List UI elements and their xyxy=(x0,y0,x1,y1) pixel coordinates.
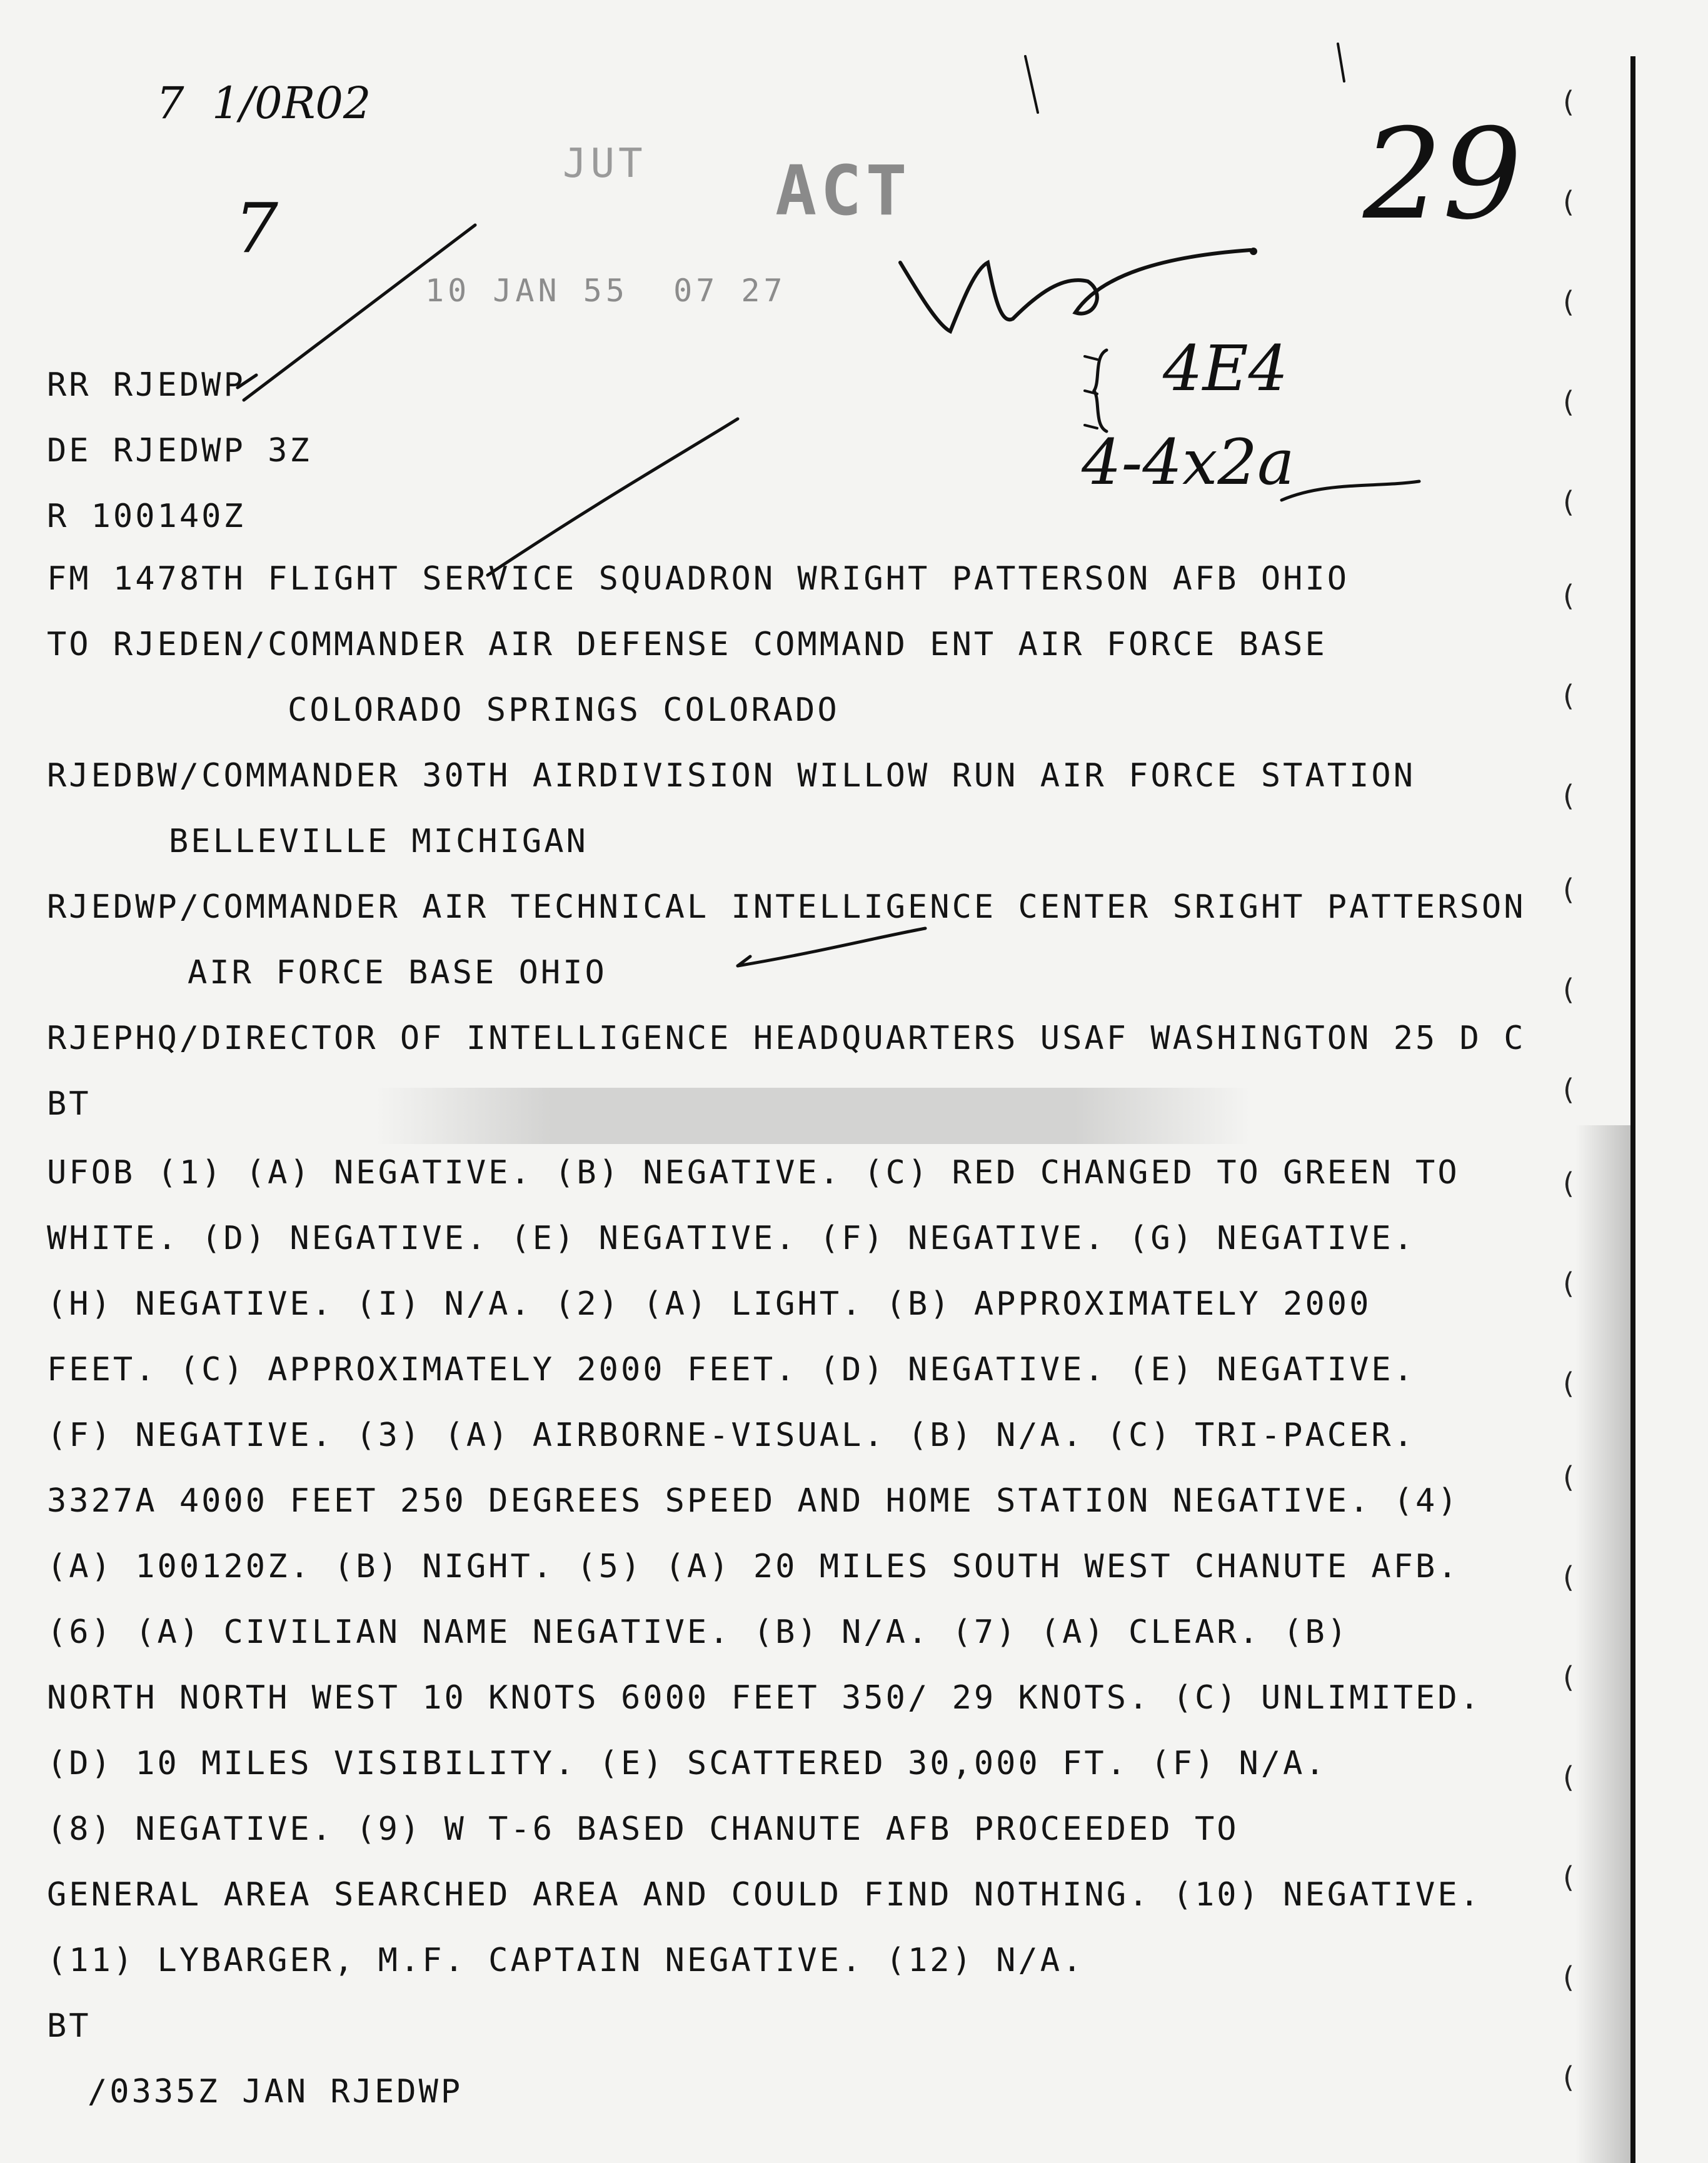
perforation-mark: ( xyxy=(1563,873,1574,906)
perforation-mark: ( xyxy=(1563,1367,1574,1400)
handwritten-ref-bottom: 4-4x2a xyxy=(1082,426,1295,499)
perforation-mark: ( xyxy=(1563,1860,1574,1894)
perforation-mark: ( xyxy=(1563,1073,1574,1107)
info-addressee-cont: AIR FORCE BASE OHIO xyxy=(188,954,607,991)
body-line: (H) NEGATIVE. (I) N/A. (2) (A) LIGHT. (B) APPROXIMATELY 2000 xyxy=(47,1285,1372,1323)
body-line: (11) LYBARGER, M.F. CAPTAIN NEGATIVE. (12) N/A. xyxy=(47,1942,1085,1979)
body-line: (F) NEGATIVE. (3) (A) AIRBORNE-VISUAL. (B) N/A. (C) TRI-PACER. xyxy=(47,1417,1416,1454)
perforation-mark: ( xyxy=(1563,1960,1574,1994)
perforation-mark: ( xyxy=(1563,1660,1574,1694)
body-line: 3327A 4000 FEET 250 DEGREES SPEED AND HOME STATION NEGATIVE. (4) xyxy=(47,1482,1460,1520)
perforation-mark: ( xyxy=(1563,1460,1574,1494)
body-line: UFOB (1) (A) NEGATIVE. (B) NEGATIVE. (C) RED CHANGED TO GREEN TO xyxy=(47,1154,1460,1192)
info-addressee-line: RJEDBW/COMMANDER 30TH AIRDIVISION WILLOW RUN AIR FORCE STATION xyxy=(47,757,1416,795)
body-line: GENERAL AREA SEARCHED AREA AND COULD FIND NOTHING. (10) NEGATIVE. xyxy=(47,1876,1482,1914)
perforation-mark: ( xyxy=(1563,1267,1574,1300)
body-line: NORTH NORTH WEST 10 KNOTS 6000 FEET 350/ 29 KNOTS. (C) UNLIMITED. xyxy=(47,1679,1482,1717)
to-line-cont: COLORADO SPRINGS COLORADO xyxy=(288,691,840,729)
perforation-mark: ( xyxy=(1563,1760,1574,1794)
date-time-stamp: 10 JAN 55 07 27 xyxy=(425,273,786,309)
body-line: FEET. (C) APPROXIMATELY 2000 FEET. (D) NEGATIVE. (E) NEGATIVE. xyxy=(47,1351,1416,1388)
perforation-mark: ( xyxy=(1563,1560,1574,1594)
perforation-mark: ( xyxy=(1563,285,1574,319)
perforation-mark: ( xyxy=(1563,679,1574,713)
break-line: BT xyxy=(47,2007,91,2045)
body-line: (6) (A) CIVILIAN NAME NEGATIVE. (B) N/A. (7) (A) CLEAR. (B) xyxy=(47,1613,1350,1651)
body-line: (A) 100120Z. (B) NIGHT. (5) (A) 20 MILES SOUTH WEST CHANUTE AFB. xyxy=(47,1548,1460,1585)
perforation-mark: ( xyxy=(1563,485,1574,519)
handwritten-page-number: 29 xyxy=(1363,102,1522,248)
info-addressee-line: RJEPHQ/DIRECTOR OF INTELLIGENCE HEADQUARTERS USAF WASHINGTON 25 D C xyxy=(47,1020,1526,1057)
routing-line: RR RJEDWP xyxy=(47,366,246,404)
info-addressee-cont: BELLEVILLE MICHIGAN xyxy=(169,823,588,860)
body-line: (D) 10 MILES VISIBILITY. (E) SCATTERED 30,000 FT. (F) N/A. xyxy=(47,1745,1327,1782)
perforation-mark: ( xyxy=(1563,973,1574,1006)
origin-line: DE RJEDWP 3Z xyxy=(47,432,312,469)
info-addressee-line: RJEDWP/COMMANDER AIR TECHNICAL INTELLIGENCE CENTER SRIGHT PATTERSON xyxy=(47,888,1526,926)
handwritten-question-mark: 7 xyxy=(234,188,278,268)
perforation-mark: ( xyxy=(1563,2060,1574,2094)
to-line: TO RJEDEN/COMMANDER AIR DEFENSE COMMAND ENT AIR FORCE BASE xyxy=(47,626,1327,663)
perforation-mark: ( xyxy=(1563,185,1574,219)
break-line: BT xyxy=(47,1085,91,1123)
from-line: FM 1478TH FLIGHT SERVICE SQUADRON WRIGHT PATTERSON AFB OHIO xyxy=(47,560,1350,598)
body-line: WHITE. (D) NEGATIVE. (E) NEGATIVE. (F) NEGATIVE. (G) NEGATIVE. xyxy=(47,1220,1416,1257)
perforation-mark: ( xyxy=(1563,579,1574,613)
perforation-mark: ( xyxy=(1563,1167,1574,1200)
handwritten-file-ref: 7 1/0R02 xyxy=(156,78,371,129)
handwritten-ref-top: 4E4 xyxy=(1163,332,1289,405)
dtg-line: R 100140Z xyxy=(47,498,246,535)
faint-stamp: JUT xyxy=(563,141,646,187)
faint-stamp-bold: ACT xyxy=(775,151,911,231)
body-line: (8) NEGATIVE. (9) W T-6 BASED CHANUTE AFB PROCEEDED TO xyxy=(47,1810,1239,1848)
perforation-mark: ( xyxy=(1563,85,1574,119)
perforation-mark: ( xyxy=(1563,385,1574,419)
perforation-mark: ( xyxy=(1563,779,1574,813)
end-of-message-line: /0335Z JAN RJEDWP xyxy=(88,2073,463,2110)
